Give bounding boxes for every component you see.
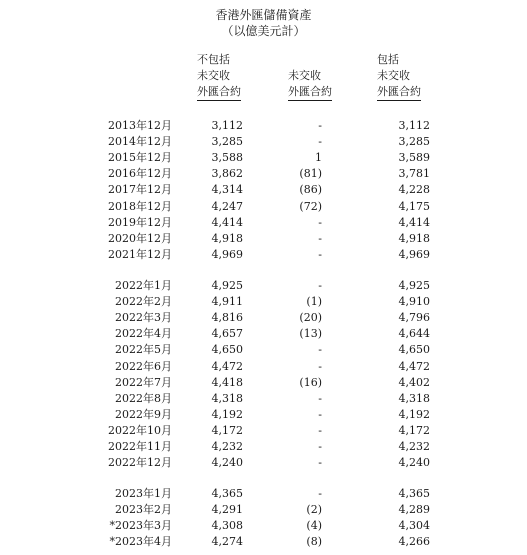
- value-unsettled: (20): [299, 311, 322, 325]
- table-row: [0, 391, 527, 407]
- value-including: 4,644: [398, 327, 430, 341]
- value-including: 4,414: [398, 215, 430, 229]
- value-excluding: 4,240: [211, 456, 243, 470]
- row-date: 2022年6月: [115, 359, 172, 373]
- row-date: 2022年5月: [115, 343, 172, 357]
- value-unsettled: -: [318, 359, 322, 373]
- row-date: 2022年10月: [108, 423, 172, 437]
- value-including: 3,112: [398, 119, 430, 132]
- header-including-line3: 外匯合約: [377, 84, 421, 101]
- table-row: [0, 134, 527, 150]
- value-including: 3,285: [398, 135, 430, 149]
- row-date: 2022年1月: [115, 279, 172, 292]
- value-unsettled: (72): [299, 199, 322, 213]
- value-excluding: 3,862: [211, 167, 243, 181]
- value-unsettled: -: [318, 391, 322, 405]
- table-row: [0, 486, 527, 502]
- value-unsettled: -: [318, 231, 322, 245]
- value-including: 4,318: [398, 391, 430, 405]
- value-excluding: 4,291: [211, 503, 243, 517]
- value-excluding: 4,969: [211, 247, 243, 261]
- value-unsettled: (1): [306, 295, 322, 309]
- value-unsettled: -: [318, 487, 322, 500]
- value-unsettled: (86): [299, 183, 322, 197]
- value-unsettled: -: [318, 135, 322, 149]
- row-date: 2015年12月: [108, 151, 172, 165]
- value-unsettled: (13): [299, 327, 322, 341]
- table-row: [0, 439, 527, 455]
- table-row: [0, 215, 527, 231]
- value-unsettled: -: [318, 343, 322, 357]
- value-unsettled: (4): [306, 519, 322, 533]
- row-date: 2022年11月: [108, 440, 172, 453]
- table-row: [0, 166, 527, 182]
- value-excluding: 4,172: [211, 423, 243, 437]
- value-including: 4,402: [398, 375, 430, 389]
- value-including: 4,910: [398, 295, 430, 309]
- row-date: 2022年3月: [115, 311, 172, 325]
- value-including: 4,472: [398, 359, 430, 373]
- value-excluding: 4,816: [211, 311, 243, 325]
- value-including: 4,240: [398, 456, 430, 470]
- value-excluding: 4,472: [211, 359, 243, 373]
- value-excluding: 3,588: [211, 151, 243, 165]
- value-including: 3,589: [398, 151, 430, 165]
- value-excluding: 4,192: [211, 407, 243, 421]
- value-excluding: 4,318: [211, 391, 243, 405]
- value-including: 4,918: [398, 231, 430, 245]
- table-row: [0, 375, 527, 391]
- value-unsettled: (16): [299, 375, 322, 389]
- value-including: 4,304: [398, 519, 430, 533]
- unit-caption: （以億美元計）: [221, 24, 306, 38]
- value-including: 4,969: [398, 247, 430, 261]
- header-including-line2: 未交收: [377, 69, 410, 82]
- table-row: [0, 502, 527, 518]
- value-including: 4,192: [398, 407, 430, 421]
- table-row: [0, 326, 527, 342]
- table-row: [0, 359, 527, 375]
- table-row: [0, 231, 527, 247]
- row-date: 2023年2月: [115, 503, 172, 517]
- page-title: 香港外匯儲備資產: [215, 8, 312, 22]
- row-date: 2020年12月: [108, 231, 172, 245]
- value-excluding: 4,308: [211, 519, 243, 533]
- value-including: 3,781: [398, 167, 430, 181]
- row-date: 2019年12月: [108, 215, 172, 229]
- row-date: 2018年12月: [108, 199, 172, 213]
- value-unsettled: -: [318, 247, 322, 261]
- value-including: 4,266: [398, 535, 430, 549]
- value-excluding: 4,911: [211, 295, 243, 309]
- table-row: [0, 278, 527, 294]
- value-unsettled: 1: [315, 151, 322, 165]
- row-date: 2013年12月: [108, 119, 172, 132]
- table-row: [0, 294, 527, 310]
- row-date: 2022年2月: [115, 295, 172, 309]
- table-row: [0, 534, 527, 550]
- row-date: *2023年3月: [109, 519, 172, 533]
- header-including-line1: 包括: [377, 53, 399, 66]
- row-date: 2017年12月: [108, 183, 172, 197]
- value-including: 4,232: [398, 440, 430, 453]
- row-date: 2022年7月: [115, 375, 172, 389]
- table-row: [0, 342, 527, 358]
- row-date: 2022年4月: [115, 327, 172, 341]
- value-excluding: 3,285: [211, 135, 243, 149]
- value-excluding: 4,918: [211, 231, 243, 245]
- value-including: 4,650: [398, 343, 430, 357]
- header-unsettled-line1: 未交收: [288, 69, 321, 82]
- table-row: [0, 118, 527, 134]
- header-excluding-line1: 不包括: [197, 53, 230, 66]
- value-excluding: 4,274: [211, 535, 243, 549]
- value-unsettled: -: [318, 407, 322, 421]
- header-excluding-line3: 外匯合約: [197, 84, 241, 101]
- row-date: 2022年9月: [115, 407, 172, 421]
- table-row: [0, 407, 527, 423]
- value-unsettled: -: [318, 279, 322, 292]
- header-including: [377, 52, 421, 101]
- value-excluding: 4,314: [211, 183, 243, 197]
- value-excluding: 3,112: [211, 119, 243, 132]
- value-excluding: 4,650: [211, 343, 243, 357]
- value-excluding: 4,365: [211, 487, 243, 500]
- row-date: 2022年8月: [115, 391, 172, 405]
- header-unsettled-line2: 外匯合約: [288, 84, 332, 101]
- value-including: 4,796: [398, 311, 430, 325]
- value-including: 4,228: [398, 183, 430, 197]
- header-excluding: [197, 52, 241, 101]
- row-date: 2022年12月: [108, 456, 172, 470]
- table-row: [0, 247, 527, 263]
- value-excluding: 4,247: [211, 199, 243, 213]
- table-row: [0, 182, 527, 198]
- value-excluding: 4,414: [211, 215, 243, 229]
- value-unsettled: -: [318, 440, 322, 453]
- value-unsettled: -: [318, 119, 322, 132]
- value-including: 4,172: [398, 423, 430, 437]
- value-unsettled: (2): [306, 503, 322, 517]
- value-excluding: 4,232: [211, 440, 243, 453]
- value-excluding: 4,418: [211, 375, 243, 389]
- table-row: [0, 310, 527, 326]
- table-row: [0, 518, 527, 534]
- table-row: [0, 199, 527, 215]
- row-date: 2021年12月: [108, 247, 172, 261]
- table-row: [0, 150, 527, 166]
- row-date: 2014年12月: [108, 135, 172, 149]
- row-date: 2016年12月: [108, 167, 172, 181]
- row-date: *2023年4月: [109, 535, 172, 549]
- value-including: 4,175: [398, 199, 430, 213]
- value-unsettled: -: [318, 456, 322, 470]
- row-date: 2023年1月: [115, 487, 172, 500]
- header-excluding-line2: 未交收: [197, 69, 230, 82]
- table-row: [0, 423, 527, 439]
- value-including: 4,925: [398, 279, 430, 292]
- value-excluding: 4,657: [211, 327, 243, 341]
- value-unsettled: (8): [306, 535, 322, 549]
- value-unsettled: -: [318, 215, 322, 229]
- value-unsettled: (81): [299, 167, 322, 181]
- header-unsettled: [288, 68, 332, 101]
- value-including: 4,365: [398, 487, 430, 500]
- value-unsettled: -: [318, 423, 322, 437]
- table-row: [0, 455, 527, 471]
- value-excluding: 4,925: [211, 279, 243, 292]
- value-including: 4,289: [398, 503, 430, 517]
